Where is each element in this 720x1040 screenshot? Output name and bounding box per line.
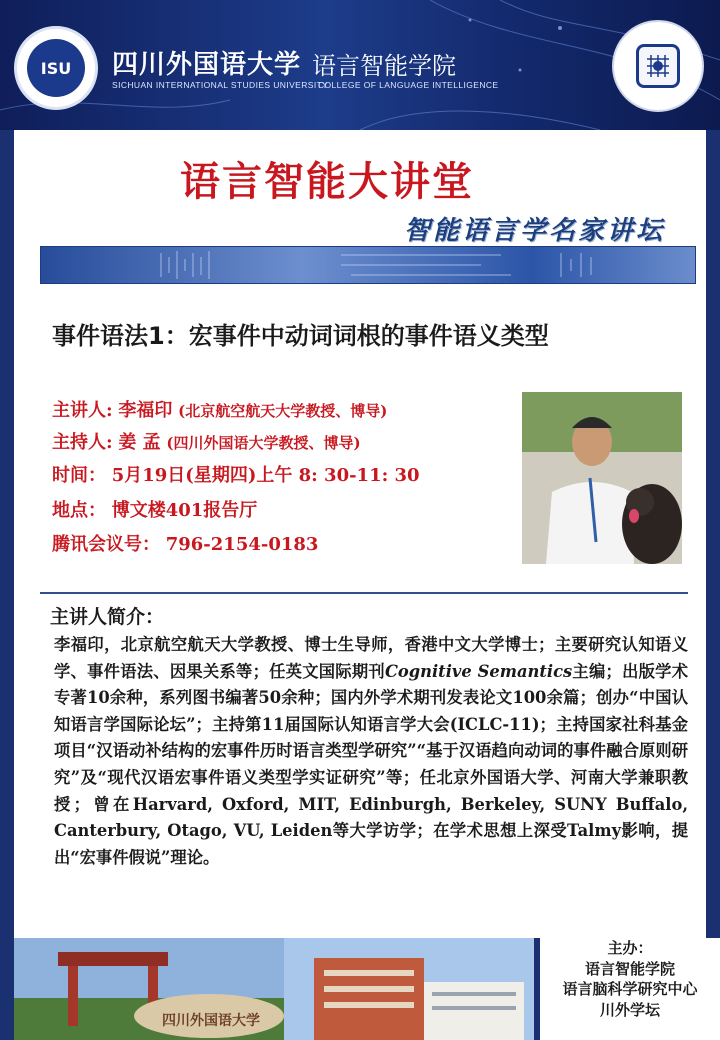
circuit-pattern-decoration [41, 247, 695, 283]
organizer-label: 主办： [607, 939, 653, 957]
speaker-label: 主讲人: [52, 400, 113, 421]
host-affiliation: (四川外国语大学教授、博导) [166, 434, 361, 452]
meeting-id: 796-2154-0183 [165, 534, 319, 555]
header-banner [0, 0, 720, 130]
gate-stone-text: 四川外国语大学 [162, 1013, 260, 1029]
university-name-en: SICHUAN INTERNATIONAL STUDIES UNIVERSITY [112, 80, 329, 90]
university-logo-emblem [27, 39, 85, 97]
section-divider [40, 592, 688, 594]
host-name: 姜 孟 [118, 432, 161, 453]
campus-photo-collage [14, 938, 534, 1040]
bio-text-part-1: 李福印，北京航空航天大学教授、博士生导师，香港中文大学博士；主要研究认知语义学、事件语法、因果关系等；任英文国际期刊 [54, 635, 688, 681]
poster-panel [14, 130, 706, 938]
university-name-cn: 四川外国语大学 [112, 50, 302, 80]
main-title: 语言智能大讲堂 [180, 159, 474, 205]
journal-name: Cognitive Semantics [384, 661, 573, 681]
host-label: 主持人: [52, 432, 113, 453]
time-value: 5月19日(星期四)上午 8: 30-11: 30 [111, 465, 420, 486]
speaker-affiliation: (北京航空航天大学教授、博导) [178, 402, 388, 420]
meeting-line [52, 530, 318, 556]
place-label: 地点： [52, 500, 106, 521]
bio-text [54, 632, 688, 871]
speaker-name: 李福印 [118, 400, 173, 421]
logo-text: ISU [40, 58, 72, 78]
college-name-en: COLLEGE OF LANGUAGE INTELLIGENCE [318, 80, 499, 90]
speaker-line [52, 396, 387, 422]
place-value: 博文楼401报告厅 [111, 500, 258, 521]
organizers-block [540, 938, 720, 1040]
campus-photos [14, 938, 534, 1040]
time-line [52, 461, 420, 487]
host-line [52, 428, 361, 454]
organizer-1: 语言智能学院 [584, 959, 675, 978]
organizer-2: 语言脑科学研究中心 [562, 980, 698, 998]
speaker-photo [522, 392, 682, 564]
organizer-3: 川外学坛 [599, 1000, 660, 1019]
college-name-cn: 语言智能学院 [312, 52, 456, 80]
sub-title: 智能语言学名家讲坛 [404, 216, 666, 246]
time-label: 时间： [52, 465, 106, 486]
talk-title: 事件语法1：宏事件中动词词根的事件语义类型 [52, 322, 549, 350]
meeting-label: 腾讯会议号： [52, 534, 160, 555]
university-logo [14, 26, 98, 110]
bio-heading: 主讲人简介： [50, 606, 165, 628]
brain-chip-icon [636, 44, 680, 88]
bio-text-part-2: 主编；出版学术专著10余种，系列图书编著50余种；国内外学术期刊发表论文100余篇；创办“中国认知语言学国际论坛”；主持第11届国际认知语言学大会(ICLC-11)；主持国家社科基金项目“汉语动补结构的宏事件历时语言类型学研究”“基于汉语趋向动词的事件融合原则研究”及“现代汉语宏事件语义类型学实证研究”等；任北京外国语大学、河南大学兼职教授；曾在Harvard, Oxford, MIT, Edinburgh, Berkeley, SUNY Buffalo, Canterbury, Otago, VU, Leiden等大学访学；在学术思想上深受Talmy影响，提出“宏事件假说”理论。 [54, 661, 688, 867]
college-logo [612, 20, 704, 112]
place-line [52, 496, 257, 522]
decorative-tech-strip [40, 246, 696, 284]
